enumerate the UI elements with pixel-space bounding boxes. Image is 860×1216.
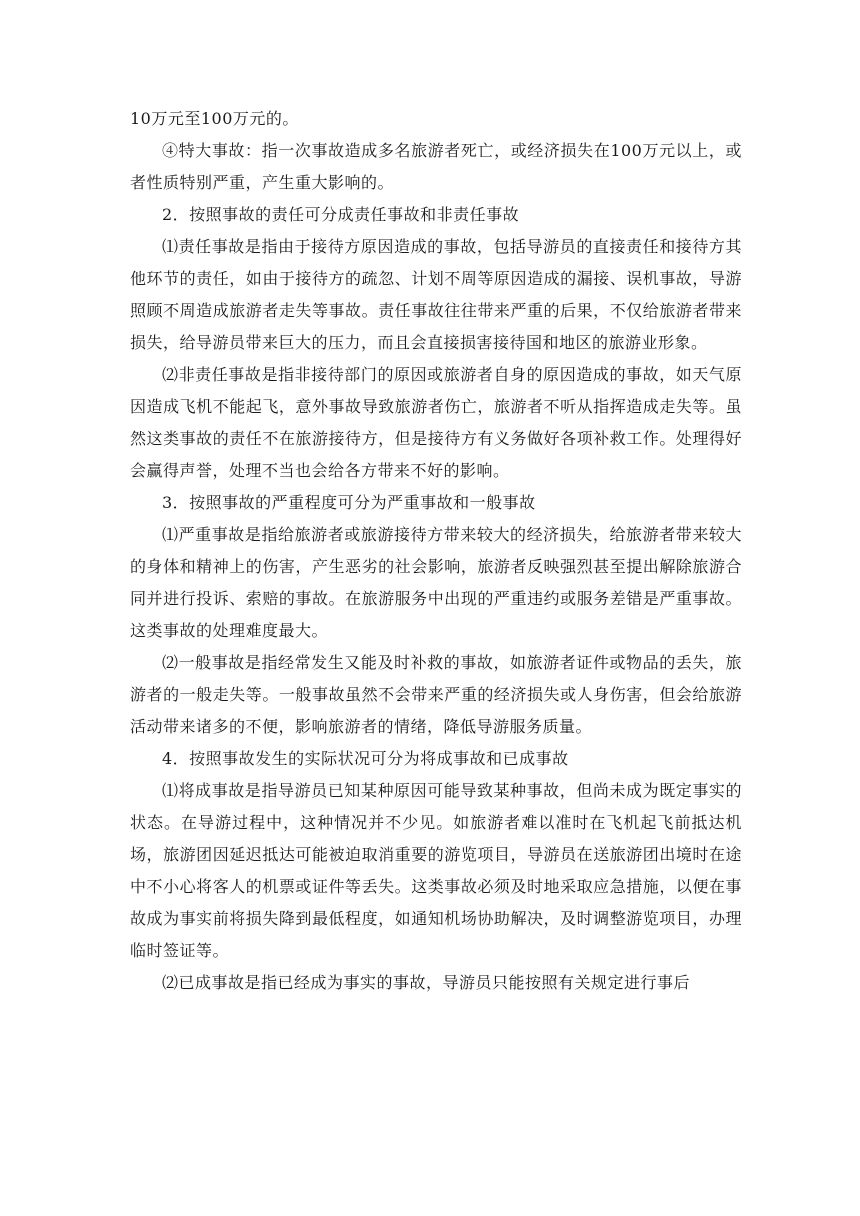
paragraph-1: 10万元至100万元的。 — [130, 109, 299, 128]
paragraph-8: ⑵一般事故是指经常发生又能及时补救的事故，如旅游者证件或物品的丢失，旅游者的一般走失等。一般事故虽然不会带来严重的经济损失或人身伤害，但会给旅游活动带来诸多的不便，影响旅游者的情绪，降低导游服务质量。 — [130, 653, 742, 736]
document-page — [130, 103, 742, 999]
paragraph-7: ⑴严重事故是指给旅游者或旅游接待方带来较大的经济损失，给旅游者带来较大的身体和精神上的伤害，产生恶劣的社会影响，旅游者反映强烈甚至提出解除旅游合同并进行投诉、索赔的事故。在旅游服务中出现的严重违约或服务差错是严重事故。这类事故的处理难度最大。 — [130, 525, 742, 640]
section-heading-4: 4．按照事故发生的实际状况可分为将成事故和已成事故 — [162, 749, 569, 768]
paragraph-10: ⑴将成事故是指导游员已知某种原因可能导致某种事故，但尚未成为既定事实的状态。在导游过程中，这种情况并不少见。如旅游者难以准时在飞机起飞前抵达机场，旅游团因延迟抵达可能被迫取消重要的游览项目，导游员在送旅游团出境时在途中不小心将客人的机票或证件等丢失。这类事故必须及时地采取应急措施，以便在事故成为事实前将损失降到最低程度，如通知机场协助解决，及时调整游览项目，办理临时签证等。 — [130, 781, 742, 960]
paragraph-4: ⑴责任事故是指由于接待方原因造成的事故，包括导游员的直接责任和接待方其他环节的责任，如由于接待方的疏忽、计划不周等原因造成的漏接、误机事故，导游照顾不周造成旅游者走失等事故。责任事故往往带来严重的后果，不仅给旅游者带来损失，给导游员带来巨大的压力，而且会直接损害接待国和地区的旅游业形象。 — [130, 237, 742, 352]
paragraph-5: ⑵非责任事故是指非接待部门的原因或旅游者自身的原因造成的事故，如天气原因造成飞机不能起飞，意外事故导致旅游者伤亡，旅游者不听从指挥造成走失等。虽然这类事故的责任不在旅游接待方，但是接待方有义务做好各项补救工作。处理得好会赢得声誉，处理不当也会给各方带来不好的影响。 — [130, 365, 742, 480]
section-heading-3: 3．按照事故的严重程度可分为严重事故和一般事故 — [162, 493, 536, 512]
section-heading-2: 2．按照事故的责任可分成责任事故和非责任事故 — [162, 205, 520, 224]
paragraph-11: ⑵已成事故是指已经成为事实的事故，导游员只能按照有关规定进行事后 — [162, 973, 691, 992]
paragraph-2: ④特大事故：指一次事故造成多名旅游者死亡，或经济损失在100万元以上，或者性质特别严重，产生重大影响的。 — [130, 141, 742, 192]
